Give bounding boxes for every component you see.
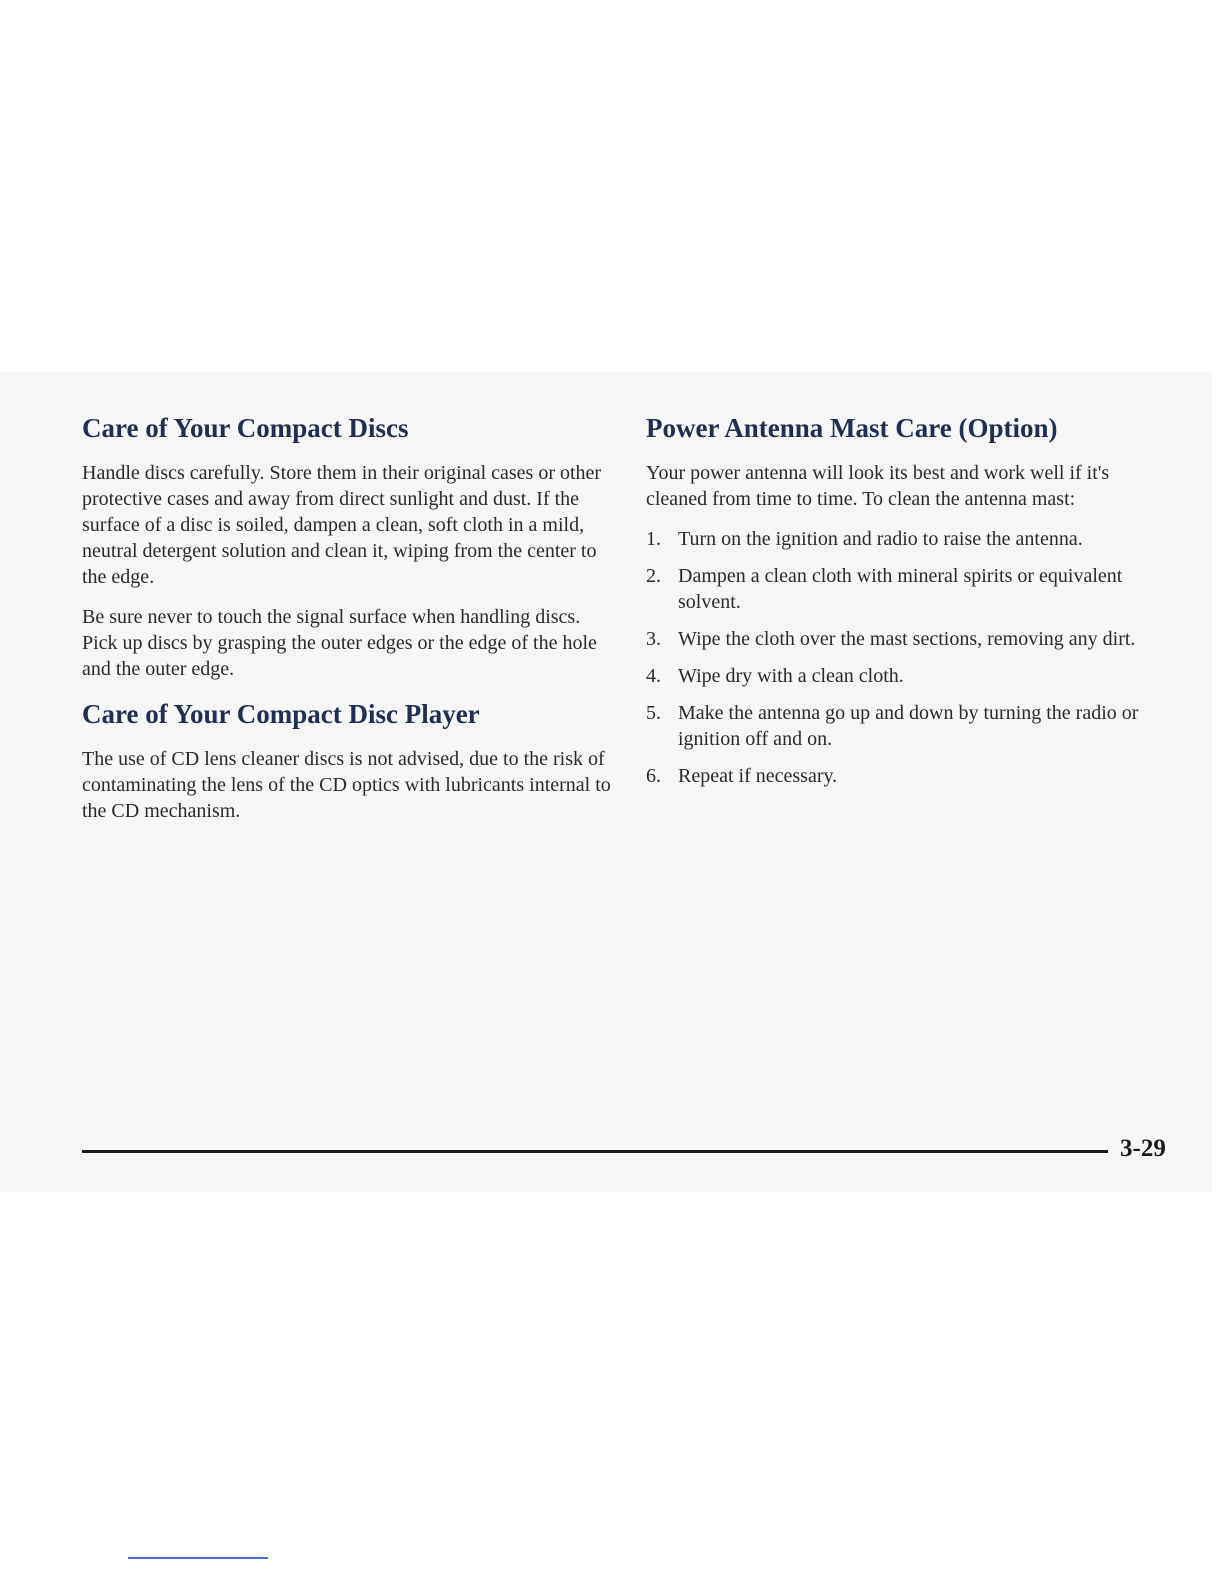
step-number: 3.	[646, 628, 661, 650]
list-item	[646, 563, 1166, 615]
bottom-divider	[128, 1557, 268, 1559]
step-text: Make the antenna go up and down by turning the radio or ignition off and on.	[678, 702, 1139, 750]
step-text: Repeat if necessary.	[678, 765, 838, 787]
antenna-steps-list	[646, 526, 1166, 789]
disc-player-heading: Care of Your Compact Disc Player	[82, 699, 480, 729]
step-number: 4.	[646, 665, 661, 687]
disc-player-section	[82, 696, 612, 824]
step-number: 1.	[646, 528, 661, 550]
step-text: Wipe dry with a clean cloth.	[678, 665, 904, 687]
compact-discs-paragraph-2: Be sure never to touch the signal surface when handling discs. Pick up discs by grasping the outer edges or the edge of the hole and the outer edge.	[82, 606, 597, 680]
footer-divider	[82, 1150, 1108, 1153]
step-text: Turn on the ignition and radio to raise the antenna.	[678, 528, 1083, 550]
compact-discs-paragraph-1: Handle discs carefully. Store them in their original cases or other protective cases and away from direct sunlight and dust. If the surface of a disc is soiled, dampen a clean, soft cloth in a mild, neutral detergent solution and clean it, wiping from the center to the edge.	[82, 462, 602, 588]
list-item	[646, 700, 1166, 752]
list-item	[646, 626, 1166, 652]
list-item	[646, 526, 1166, 552]
step-text: Wipe the cloth over the mast sections, removing any dirt.	[678, 628, 1136, 650]
antenna-section	[646, 410, 1166, 789]
step-number: 2.	[646, 565, 661, 587]
antenna-intro: Your power antenna will look its best and work well if it's cleaned from time to time. To clean the antenna mast:	[646, 462, 1110, 510]
list-item	[646, 763, 1166, 789]
step-number: 5.	[646, 702, 661, 724]
step-text: Dampen a clean cloth with mineral spirits or equivalent solvent.	[678, 565, 1123, 613]
compact-discs-section	[82, 410, 612, 682]
right-column	[646, 410, 1166, 800]
list-item	[646, 663, 1166, 689]
page-number: 3-29	[1120, 1135, 1166, 1162]
antenna-heading: Power Antenna Mast Care (Option)	[646, 413, 1058, 443]
step-number: 6.	[646, 765, 661, 787]
left-column	[82, 410, 612, 838]
compact-discs-heading: Care of Your Compact Discs	[82, 413, 409, 443]
disc-player-paragraph: The use of CD lens cleaner discs is not advised, due to the risk of contaminating the lens of the CD optics with lubricants internal to the CD mechanism.	[82, 748, 611, 822]
